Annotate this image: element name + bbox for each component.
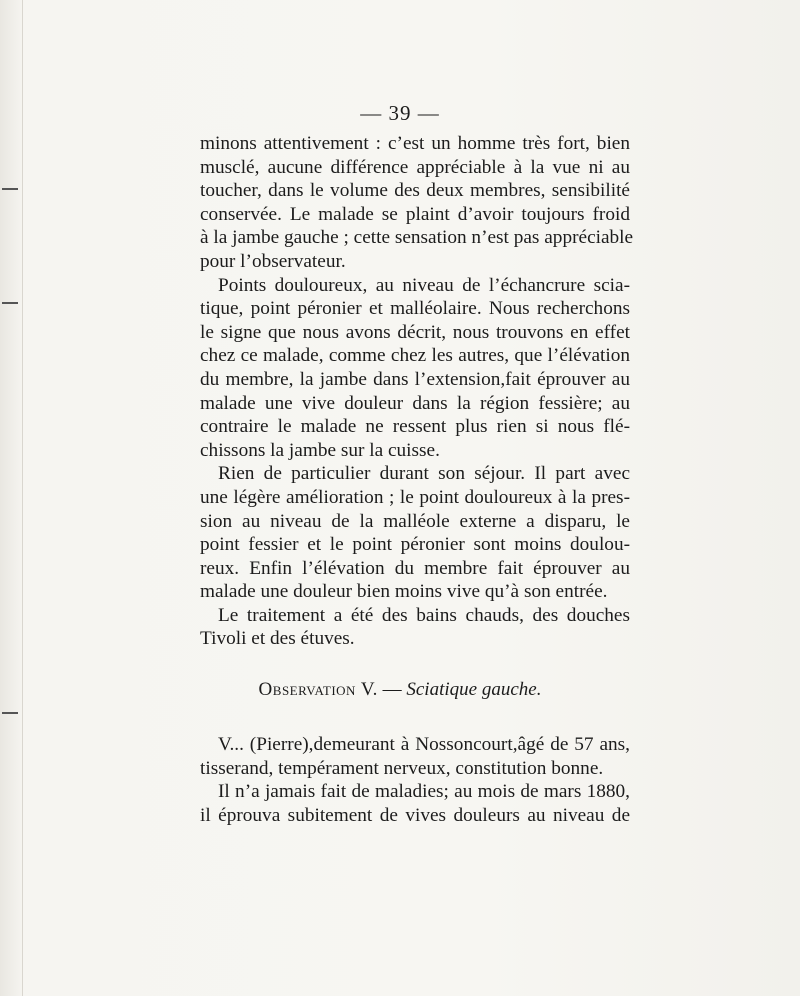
text-line: une légère amélioration ; le point douloureux à la pres- xyxy=(200,486,630,508)
text-line: V... (Pierre),demeurant à Nossoncourt,âgé de 57 ans, xyxy=(218,734,630,755)
edge-mark xyxy=(2,188,18,190)
text-line: à la jambe gauche ; cette sensation n’est pas appréciable xyxy=(200,227,634,249)
text-line: chez ce malade, comme chez les autres, que l’élévation xyxy=(200,345,630,367)
text-line: tique, point péronier et malléolaire. Nous recherchons xyxy=(200,298,630,320)
text-line: malade une vive douleur dans la région fessière; au xyxy=(200,392,630,414)
observation-title: Sciatique gauche. xyxy=(406,679,542,700)
text-line: le signe que nous avons décrit, nous trouvons en effet xyxy=(200,321,630,343)
text-line: il éprouva subitement de vives douleurs au niveau de xyxy=(200,804,630,826)
text-line: minons attentivement : c’est un homme très fort, bien xyxy=(200,133,630,154)
text-line: Il n’a jamais fait de maladies; au mois de mars 1880, xyxy=(218,781,630,803)
text-line: Rien de particulier durant son séjour. Il part avec xyxy=(218,463,630,485)
text-line: Points douloureux, au niveau de l’échancrure scia- xyxy=(218,274,630,296)
text-line: tisserand, tempérament nerveux, constitution bonne. xyxy=(200,757,604,779)
text-line: point fessier et le point péronier sont moins doulou- xyxy=(200,534,630,556)
observation-label: Observation V. xyxy=(258,679,378,700)
text-line: du membre, la jambe dans l’extension,fait éprouver au xyxy=(200,368,630,390)
text-line: contraire le malade ne ressent plus rien si nous flé- xyxy=(200,416,630,438)
text-line: chissons la jambe sur la cuisse. xyxy=(200,439,440,461)
edge-mark xyxy=(2,302,18,304)
page-number: — 39 — xyxy=(360,101,440,125)
paragraph-1 xyxy=(200,132,634,274)
observation-heading xyxy=(0,679,800,701)
body-text xyxy=(200,132,634,651)
page-edge xyxy=(0,0,23,996)
text-line: pour l’observateur. xyxy=(200,250,346,272)
paragraph-3 xyxy=(200,462,630,604)
text-line: musclé, aucune différence appréciable à la vue ni au xyxy=(200,156,630,178)
edge-mark xyxy=(2,712,18,714)
heading-dash: — xyxy=(377,679,407,700)
text-line: toucher, dans le volume des deux membres, sensibilité xyxy=(200,180,630,202)
text-line: malade une douleur bien moins vive qu’à son entrée. xyxy=(200,581,608,603)
text-line: conservée. Le malade se plaint d’avoir toujours froid xyxy=(200,203,630,225)
paragraph-4 xyxy=(200,604,630,651)
paragraph-6 xyxy=(200,780,630,827)
paragraph-5 xyxy=(200,733,630,780)
text-line: Le traitement a été des bains chauds, des douches xyxy=(218,604,630,626)
text-line: sion au niveau de la malléole externe a disparu, le xyxy=(200,510,630,532)
text-line: Tivoli et des étuves. xyxy=(200,628,355,650)
text-line: reux. Enfin l’élévation du membre fait éprouver au xyxy=(200,557,630,579)
paragraph-2 xyxy=(200,274,630,463)
body-text-continued xyxy=(200,733,630,827)
